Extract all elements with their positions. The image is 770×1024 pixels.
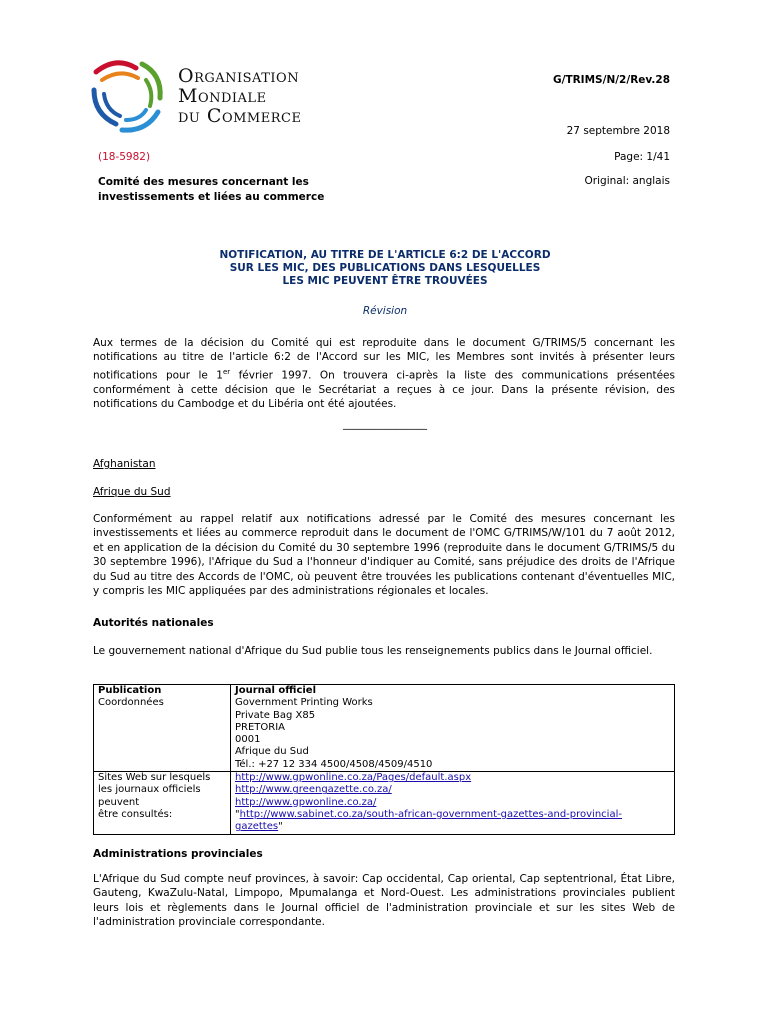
org-line-3: du Commerce bbox=[178, 105, 302, 127]
title-line-1: NOTIFICATION, AU TITRE DE L'ARTICLE 6:2 DE L'ACCORD bbox=[219, 249, 551, 261]
organization-name bbox=[178, 66, 301, 126]
coords-line: Private Bag X85 bbox=[235, 709, 316, 721]
heading-afghanistan: Afghanistan bbox=[93, 458, 156, 470]
web-label-line: les journaux officiels bbox=[98, 784, 201, 796]
intro-superscript: er bbox=[222, 367, 231, 376]
coords-line: Tél.: +27 12 334 4500/4508/4509/4510 bbox=[235, 758, 433, 770]
heading-national-authorities: Autorités nationales bbox=[93, 617, 214, 629]
quote-open: " bbox=[235, 808, 240, 820]
publication-value: Journal officiel bbox=[235, 685, 317, 696]
coords-line: Afrique du Sud bbox=[235, 746, 309, 758]
national-paragraph: Le gouvernement national d'Afrique du Sud publie tous les renseignements publics dans le Journal officiel. bbox=[93, 645, 653, 657]
title-line-2: SUR LES MIC, DES PUBLICATIONS DANS LESQUELLES bbox=[229, 262, 541, 274]
gpwonline-link[interactable]: http://www.gpwonline.co.za/ bbox=[235, 796, 377, 808]
document-symbol: G/TRIMS/N/2/Rev.28 bbox=[552, 74, 670, 86]
heading-provincial-administrations: Administrations provinciales bbox=[93, 848, 263, 860]
web-label-line: peuvent bbox=[98, 796, 140, 808]
sabinet-link[interactable] bbox=[235, 809, 622, 832]
heading-south-africa: Afrique du Sud bbox=[93, 486, 171, 498]
separator-line: ________________ bbox=[343, 418, 427, 430]
org-line-1: Organisation bbox=[178, 65, 300, 87]
document-subtitle: Révision bbox=[362, 305, 408, 317]
quote-close: " bbox=[278, 821, 283, 833]
document-title bbox=[95, 249, 675, 288]
table-cell bbox=[231, 772, 675, 834]
gpwonline-pages-link[interactable]: http://www.gpwonline.co.za/Pages/default.aspx bbox=[235, 772, 472, 784]
sabinet-link-part-2: gazettes bbox=[235, 821, 279, 833]
table-cell bbox=[94, 685, 231, 772]
provincial-paragraph: L'Afrique du Sud compte neuf provinces, à savoir: Cap occidental, Cap oriental, Cap septentrional, État Libre, Gauteng, KwaZulu-Natal, Limpopo, Mpumalanga et Nord-Ouest. Les administrations provinciales publient leurs lois et règlements dans le Journal officiel de l'administration provinciale et sur les sites Web de l'administration provinciale correspondante. bbox=[93, 873, 675, 929]
document-date: 27 septembre 2018 bbox=[566, 125, 670, 137]
coords-line: PRETORIA bbox=[235, 721, 286, 733]
wto-emblem-icon bbox=[88, 54, 172, 138]
coords-line: 0001 bbox=[235, 734, 261, 746]
wto-logo bbox=[88, 54, 172, 138]
table-row bbox=[94, 772, 675, 834]
publication-label: Publication bbox=[98, 685, 162, 696]
title-line-3: LES MIC PEUVENT ÊTRE TROUVÉES bbox=[282, 275, 488, 287]
page-number: Page: 1/41 bbox=[614, 151, 670, 163]
greengazette-link[interactable]: http://www.greengazette.co.za/ bbox=[235, 784, 392, 796]
south-africa-paragraph: Conformément au rappel relatif aux notifications adressé par le Comité des mesures concernant les investissements et liées au commerce reproduit dans le document de l'OMC G/TRIMS/W/101 du 7 août 2012, et en application de la décision du Comité du 30 septembre 1996 (reproduite dans le document G/TRIMS/5 du 30 septembre 1996), l'Afrique du Sud a l'honneur d'indiquer au Comité, sans préjudice des droits de l'Afrique du Sud au titre des Accords de l'OMC, où peuvent être trouvées les publications contenant d'éventuelles MIC, y compris les MIC appliquées par des administrations régionales et locales. bbox=[93, 513, 675, 598]
coords-line: Government Printing Works bbox=[235, 697, 373, 709]
table-cell bbox=[94, 772, 231, 834]
committee-line-1: Comité des mesures concernant les bbox=[98, 176, 309, 188]
intro-paragraph bbox=[93, 336, 675, 412]
web-label-line: être consultés: bbox=[98, 808, 173, 820]
coords-label: Coordonnées bbox=[98, 697, 164, 709]
intro-text-1: Aux termes de la décision du Comité qui est reproduite dans le document G/TRIMS/5 concernant les notifications au titre de l'article 6:2 de l'Accord sur les MIC, les Membres sont invités à présenter leurs notifications pour le 1 bbox=[93, 337, 675, 382]
org-line-2: Mondiale bbox=[178, 85, 267, 107]
intro-text-2: février 1997. On trouvera ci-après la liste des communications présentées conformément à cette décision que le Secrétariat a reçues à ce jour. Dans la présente révision, des notifications du Cambodge et du Libéria ont été ajoutées. bbox=[93, 369, 675, 411]
web-label-line: Sites Web sur lesquels bbox=[98, 772, 211, 784]
original-language: Original: anglais bbox=[584, 175, 670, 187]
table-row bbox=[94, 685, 675, 772]
publications-table bbox=[93, 684, 675, 835]
sabinet-link-part-1: http://www.sabinet.co.za/south-african-government-gazettes-and-provincial- bbox=[239, 808, 622, 820]
table-cell bbox=[231, 685, 675, 772]
committee-line-2: investissements et liées au commerce bbox=[98, 191, 325, 203]
document-reference: (18-5982) bbox=[98, 151, 151, 163]
committee-name bbox=[98, 175, 324, 205]
